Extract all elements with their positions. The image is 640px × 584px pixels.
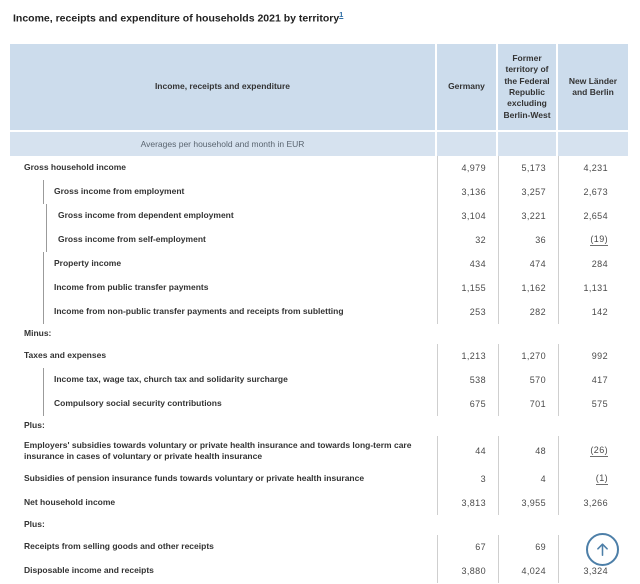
row-label-cell bbox=[10, 324, 437, 344]
value: 417 bbox=[591, 375, 608, 385]
value-cell bbox=[498, 204, 558, 228]
column-header-former-territory: Former territory of the Federal Republic excluding Berlin-West bbox=[498, 44, 556, 130]
value: 1,155 bbox=[461, 283, 486, 293]
subheader-empty-cell bbox=[498, 132, 556, 156]
row-label: Gross income from employment bbox=[43, 180, 192, 204]
row-label-cell bbox=[10, 559, 437, 583]
value: 575 bbox=[591, 399, 608, 409]
value-cell bbox=[498, 416, 558, 436]
value-cell bbox=[437, 535, 498, 559]
table-row bbox=[10, 467, 628, 491]
value: 675 bbox=[469, 399, 486, 409]
value-cell bbox=[558, 515, 628, 535]
value-cell bbox=[498, 252, 558, 276]
row-label-cell bbox=[10, 535, 437, 559]
subheader-empty-cell bbox=[558, 132, 628, 156]
value-cell bbox=[437, 515, 498, 535]
value: 69 bbox=[535, 541, 546, 552]
value: (26) bbox=[590, 445, 608, 456]
value-cell bbox=[558, 180, 628, 204]
row-label: Gross household income bbox=[24, 162, 127, 173]
table-row bbox=[10, 344, 628, 368]
value: 434 bbox=[469, 259, 486, 269]
subheader-unit-label: Averages per household and month in EUR bbox=[10, 132, 435, 156]
value: 2,654 bbox=[583, 211, 608, 221]
value: 253 bbox=[469, 307, 486, 317]
row-label-cell bbox=[10, 416, 437, 436]
value-cell bbox=[437, 156, 498, 180]
table-subheader-row bbox=[10, 132, 628, 156]
table-header-row bbox=[10, 44, 628, 130]
value-cell bbox=[437, 368, 498, 392]
value: 4 bbox=[540, 473, 546, 484]
value: 1,213 bbox=[461, 351, 486, 361]
value-cell bbox=[498, 535, 558, 559]
row-label-cell bbox=[10, 515, 437, 535]
table-row bbox=[10, 228, 628, 252]
row-label-cell bbox=[10, 180, 437, 204]
row-label-cell bbox=[10, 368, 437, 392]
value-cell bbox=[558, 228, 628, 252]
value-cell bbox=[437, 392, 498, 416]
value: 3,257 bbox=[521, 187, 546, 197]
row-label: Income from non-public transfer payments and receipts from subletting bbox=[43, 300, 352, 324]
value-cell bbox=[437, 300, 498, 324]
table-row bbox=[10, 204, 628, 228]
value-cell bbox=[558, 436, 628, 467]
row-label-cell bbox=[10, 300, 437, 324]
table-row bbox=[10, 491, 628, 515]
value: 1,270 bbox=[521, 351, 546, 361]
page-title-text: Income, receipts and expenditure of households 2021 by territory bbox=[13, 12, 340, 25]
value: 3,880 bbox=[461, 565, 486, 576]
value-cell bbox=[498, 559, 558, 583]
row-label-cell bbox=[10, 156, 437, 180]
table-body bbox=[10, 156, 628, 583]
subheader-empty-cell bbox=[437, 132, 496, 156]
value-cell bbox=[498, 344, 558, 368]
value-cell bbox=[558, 467, 628, 491]
table-row bbox=[10, 324, 628, 344]
table-row bbox=[10, 180, 628, 204]
value-cell bbox=[498, 324, 558, 344]
value: 701 bbox=[529, 399, 546, 409]
value-cell bbox=[558, 300, 628, 324]
value: 36 bbox=[535, 235, 546, 245]
value-cell bbox=[498, 300, 558, 324]
column-header-new-laender: New Länder and Berlin bbox=[558, 44, 628, 130]
value-cell bbox=[498, 467, 558, 491]
row-label: Net household income bbox=[24, 497, 116, 508]
value: 3,266 bbox=[583, 497, 608, 508]
row-label: Plus: bbox=[24, 519, 45, 530]
value-cell bbox=[437, 436, 498, 467]
row-label: Gross income from self-employment bbox=[46, 228, 214, 252]
row-label-cell bbox=[10, 467, 437, 491]
row-label: Employers' subsidies towards voluntary or private health insurance and towards long-term care insurance in cases of voluntary or private health insurance bbox=[24, 440, 412, 462]
row-label: Receipts from selling goods and other receipts bbox=[24, 541, 214, 552]
value: 570 bbox=[529, 375, 546, 385]
value: 1,162 bbox=[521, 283, 546, 293]
value: 3,955 bbox=[521, 497, 546, 508]
row-label: Income from public transfer payments bbox=[43, 276, 216, 300]
arrow-up-icon bbox=[594, 541, 611, 558]
value-cell bbox=[437, 324, 498, 344]
data-table bbox=[10, 44, 628, 583]
value: 538 bbox=[469, 375, 486, 385]
value: 3,104 bbox=[461, 211, 486, 221]
value-cell bbox=[437, 204, 498, 228]
value: (19) bbox=[590, 234, 608, 244]
row-label-cell bbox=[10, 276, 437, 300]
value-cell bbox=[437, 344, 498, 368]
row-label: Taxes and expenses bbox=[24, 350, 107, 361]
value-cell bbox=[498, 436, 558, 467]
scroll-to-top-button[interactable] bbox=[586, 533, 619, 566]
table-row bbox=[10, 156, 628, 180]
value-cell bbox=[558, 344, 628, 368]
row-label: Compulsory social security contributions bbox=[43, 392, 230, 416]
row-label-cell bbox=[10, 344, 437, 368]
value-cell bbox=[558, 276, 628, 300]
row-label: Plus: bbox=[24, 420, 45, 431]
value: 4,979 bbox=[461, 163, 486, 173]
value: 4,024 bbox=[521, 565, 546, 576]
row-label-cell bbox=[10, 228, 437, 252]
value-cell bbox=[498, 392, 558, 416]
value-cell bbox=[437, 180, 498, 204]
value-cell bbox=[498, 156, 558, 180]
value-cell bbox=[437, 228, 498, 252]
value-cell bbox=[437, 491, 498, 515]
table-row bbox=[10, 300, 628, 324]
value: 2,673 bbox=[583, 187, 608, 197]
row-label-cell bbox=[10, 436, 437, 467]
table-row bbox=[10, 276, 628, 300]
value: 4,231 bbox=[583, 163, 608, 173]
value-cell bbox=[558, 491, 628, 515]
value: (1) bbox=[595, 472, 608, 483]
value: 3,324 bbox=[583, 565, 608, 576]
table-row bbox=[10, 416, 628, 436]
value-cell bbox=[437, 559, 498, 583]
value: 44 bbox=[475, 446, 486, 457]
footnote-link[interactable]: 1 bbox=[339, 10, 344, 19]
value-cell bbox=[498, 515, 558, 535]
value: 3 bbox=[480, 473, 486, 484]
value-cell bbox=[558, 368, 628, 392]
value-cell bbox=[437, 276, 498, 300]
row-label: Minus: bbox=[24, 328, 52, 339]
value: 142 bbox=[591, 307, 608, 317]
table-row bbox=[10, 535, 628, 559]
row-label: Disposable income and receipts bbox=[24, 565, 154, 576]
value: 282 bbox=[529, 307, 546, 317]
page-title bbox=[13, 9, 343, 25]
value-cell bbox=[498, 368, 558, 392]
value-cell bbox=[498, 228, 558, 252]
value: 67 bbox=[475, 541, 486, 552]
value: 3,221 bbox=[521, 211, 546, 221]
value-cell bbox=[558, 156, 628, 180]
value-cell bbox=[437, 467, 498, 491]
table-row bbox=[10, 368, 628, 392]
value-cell bbox=[558, 252, 628, 276]
table-row bbox=[10, 392, 628, 416]
column-header-germany: Germany bbox=[437, 44, 496, 130]
column-header-income: Income, receipts and expenditure bbox=[10, 44, 435, 130]
table-row bbox=[10, 252, 628, 276]
value-cell bbox=[498, 180, 558, 204]
table-row bbox=[10, 559, 628, 583]
value-cell bbox=[558, 324, 628, 344]
value: 3,813 bbox=[461, 497, 486, 508]
table-row bbox=[10, 436, 628, 467]
value-cell bbox=[498, 491, 558, 515]
value: 3,136 bbox=[461, 187, 486, 197]
row-label: Gross income from dependent employment bbox=[46, 204, 242, 228]
row-label-cell bbox=[10, 491, 437, 515]
value: 284 bbox=[591, 259, 608, 269]
value: 1,131 bbox=[583, 283, 608, 293]
row-label: Property income bbox=[43, 252, 129, 276]
value-cell bbox=[558, 416, 628, 436]
value: 48 bbox=[535, 446, 546, 457]
row-label-cell bbox=[10, 392, 437, 416]
row-label: Subsidies of pension insurance funds towards voluntary or private health insurance bbox=[24, 473, 365, 484]
value-cell bbox=[437, 416, 498, 436]
value: 32 bbox=[475, 235, 486, 245]
table-row bbox=[10, 515, 628, 535]
value: 474 bbox=[529, 259, 546, 269]
value-cell bbox=[498, 276, 558, 300]
value: 992 bbox=[591, 351, 608, 361]
value: 5,173 bbox=[521, 163, 546, 173]
value-cell bbox=[437, 252, 498, 276]
row-label: Income tax, wage tax, church tax and solidarity surcharge bbox=[43, 368, 296, 392]
value-cell bbox=[558, 204, 628, 228]
row-label-cell bbox=[10, 204, 437, 228]
row-label-cell bbox=[10, 252, 437, 276]
value-cell bbox=[558, 392, 628, 416]
